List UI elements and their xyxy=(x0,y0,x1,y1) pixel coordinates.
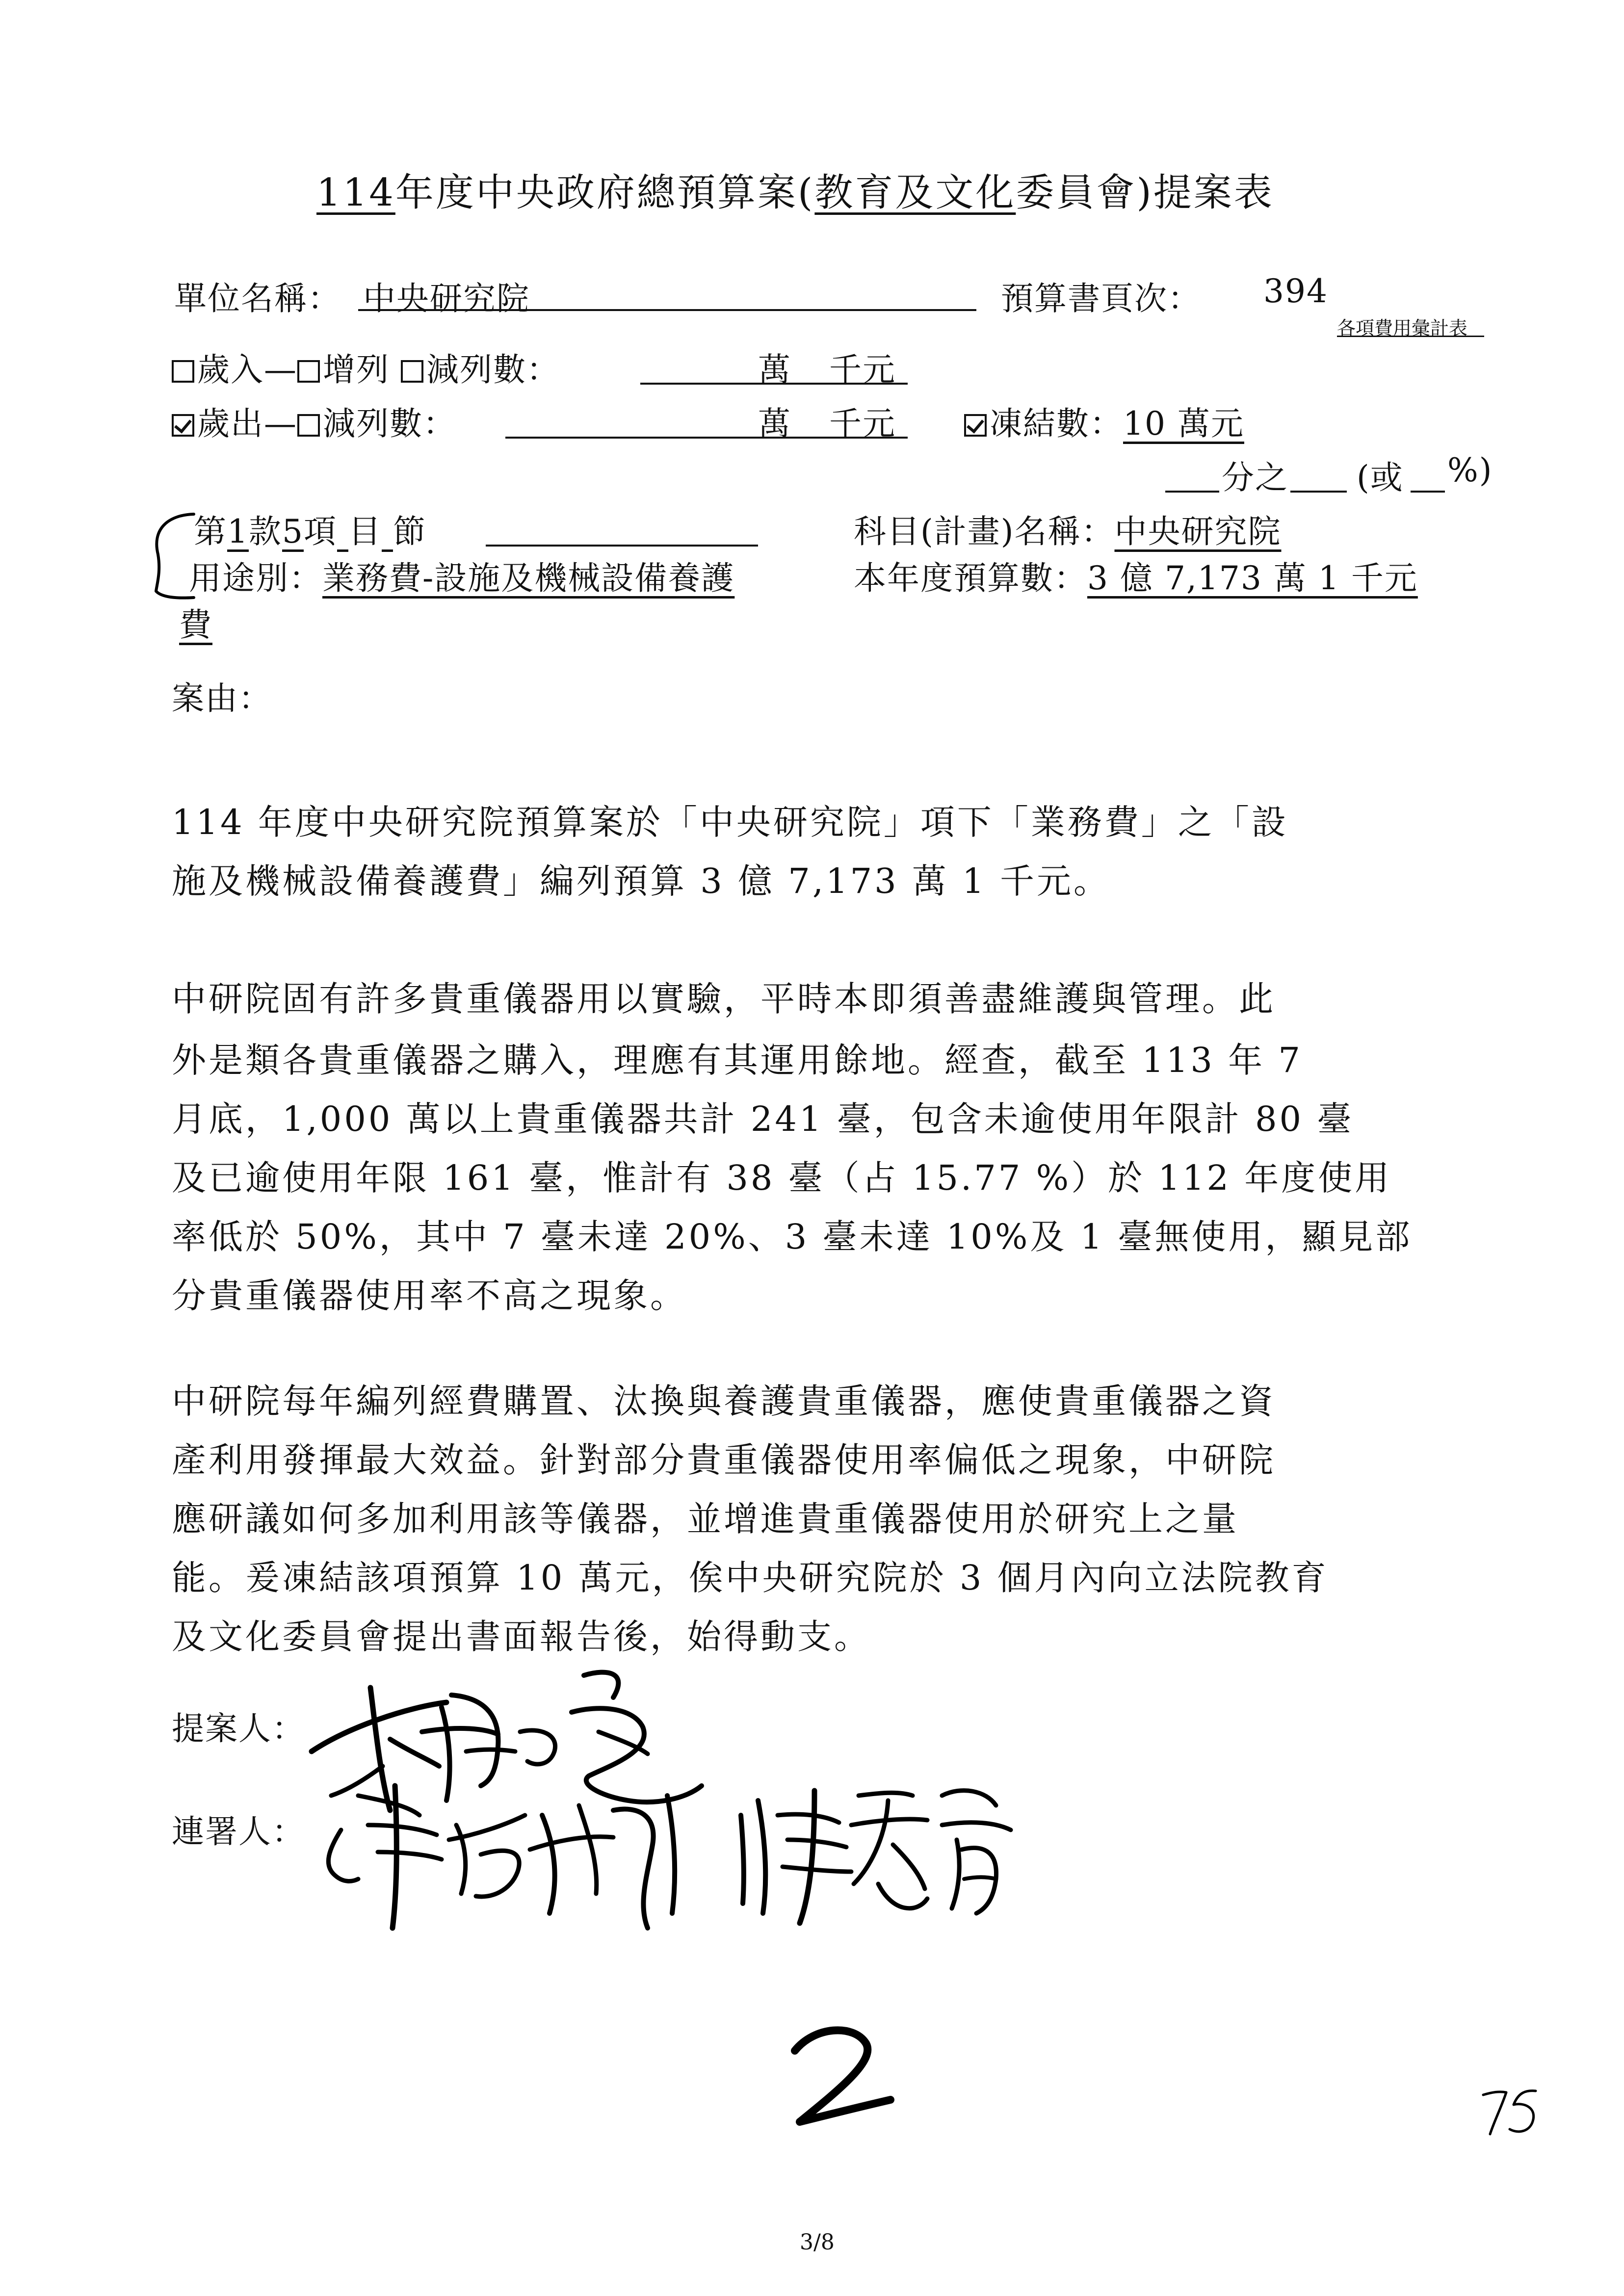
expense-unit-wan: 萬 xyxy=(758,405,791,443)
budget-row xyxy=(854,552,1418,599)
revenue-decrease-label: 減列數： xyxy=(426,351,560,389)
fraction-part2: (或 xyxy=(1357,459,1404,496)
subject-label: 科目(計畫)名稱： xyxy=(854,513,1115,550)
paragraph-3-line-2: 產利用發揮最大效益。針對部分貴重儀器使用率偏低之現象，中研院 xyxy=(172,1440,1276,1480)
handwritten-number xyxy=(780,2021,903,2134)
budget-label: 本年度預算數： xyxy=(854,559,1087,597)
freeze-checkbox[interactable] xyxy=(964,414,987,437)
fraction-part1: 分之 xyxy=(1222,459,1288,496)
expense-decrease-label: 減列數： xyxy=(323,405,456,443)
subject-row xyxy=(854,505,1282,552)
page-value: 394 xyxy=(1263,272,1328,310)
fraction-blank-3 xyxy=(1411,491,1445,493)
paragraph-3-line-5: 及文化委員會提出書面報告後，始得動支。 xyxy=(172,1617,871,1657)
paragraph-2-line-6: 分貴重儀器使用率不高之現象。 xyxy=(172,1276,687,1316)
revenue-checkbox[interactable] xyxy=(172,360,194,383)
paragraph-3-line-4: 能。爰凍結該項預算 10 萬元，俟中央研究院於 3 個月內向立法院教育 xyxy=(172,1558,1329,1598)
usage-label: 用途別： xyxy=(189,559,322,597)
revenue-unit-wan: 萬 xyxy=(758,351,791,389)
paragraph-2-line-5: 率低於 50%，其中 7 臺未達 20%、3 臺未達 10%及 1 臺無使用，顯見部 xyxy=(172,1217,1413,1257)
revenue-label: 歲入— xyxy=(197,351,297,389)
paragraph-1-line-2: 施及機械設備養護費」編列預算 3 億 7,173 萬 1 千元。 xyxy=(172,861,1110,901)
title-part1: 年度中央政府總預算案( xyxy=(395,171,815,215)
handwritten-corner-number xyxy=(1479,2085,1543,2139)
paragraph-2-line-2: 外是類各貴重儀器之購入，理應有其運用餘地。經查，截至 113 年 7 xyxy=(172,1040,1303,1080)
subject-value: 中央研究院 xyxy=(1114,513,1282,550)
revenue-decrease-checkbox[interactable] xyxy=(401,360,423,383)
cosigner-signature-1 xyxy=(314,1766,687,1933)
revenue-unit-qian: 千元 xyxy=(829,351,896,389)
reason-label: 案由： xyxy=(172,679,272,717)
expense-unit-qian: 千元 xyxy=(829,405,896,443)
fraction-blank-2 xyxy=(1290,491,1347,493)
revenue-row xyxy=(172,343,560,390)
revenue-increase-label: 增列 xyxy=(323,351,390,389)
xiang-value: 5 xyxy=(282,513,304,550)
cosigner-signature-2 xyxy=(731,1766,1025,1933)
kuan-prefix: 第 xyxy=(194,513,227,550)
title-committee: 教育及文化 xyxy=(814,171,1016,215)
form-title xyxy=(316,162,1274,217)
freeze-label: 凍結數： xyxy=(990,405,1123,443)
expense-checkbox[interactable] xyxy=(172,414,194,437)
xiang-label: 項 xyxy=(304,513,337,550)
title-part2: 委員會)提案表 xyxy=(1016,171,1274,215)
revenue-increase-checkbox[interactable] xyxy=(297,360,320,383)
page-note: 各項費用彙計表 xyxy=(1337,317,1468,339)
freeze-value: 10 萬元 xyxy=(1123,405,1244,443)
jie-blank xyxy=(486,545,758,547)
kuan-value: 1 xyxy=(227,513,249,550)
fraction-blank-1 xyxy=(1165,491,1219,493)
mu-label: 目 xyxy=(348,513,382,550)
cosigner-label: 連署人： xyxy=(172,1813,305,1851)
unit-label: 單位名稱： xyxy=(174,280,341,317)
usage-row xyxy=(189,552,734,599)
paragraph-3-line-3: 應研議如何多加利用該等儀器，並增進貴重儀器使用於研究上之量 xyxy=(172,1499,1239,1539)
paragraph-1-line-1: 114 年度中央研究院預算案於「中央研究院」項下「業務費」之「設 xyxy=(172,802,1288,842)
fraction-part3: %) xyxy=(1447,451,1493,489)
budget-value: 3 億 7,173 萬 1 千元 xyxy=(1087,559,1418,597)
usage-value: 業務費-設施及機械設備養護 xyxy=(322,559,735,597)
kuan-label: 款 xyxy=(249,513,282,550)
paragraph-2-line-4: 及已逾使用年限 161 臺，惟計有 38 臺（占 15.77 %）於 112 年度使用 xyxy=(172,1158,1392,1198)
freeze-row xyxy=(964,397,1244,444)
kuan-xiang-row xyxy=(194,505,426,552)
expense-row xyxy=(172,397,456,444)
page-label: 預算書頁次： xyxy=(1001,280,1201,317)
jie-label: 節 xyxy=(393,513,426,550)
proposer-label: 提案人： xyxy=(172,1710,305,1748)
unit-value: 中央研究院 xyxy=(363,280,530,317)
paragraph-3-line-1: 中研院每年編列經費購置、汰換與養護貴重儀器，應使貴重儀器之資 xyxy=(172,1381,1276,1421)
expense-decrease-checkbox[interactable] xyxy=(297,414,320,437)
paragraph-2-line-3: 月底，1,000 萬以上貴重儀器共計 241 臺，包含未逾使用年限計 80 臺 xyxy=(172,1099,1354,1139)
title-year: 114 xyxy=(316,171,395,215)
page-note-underline xyxy=(1337,336,1484,337)
usage-value-cont: 費 xyxy=(179,606,212,644)
page-footer: 3/8 xyxy=(800,2230,835,2255)
unit-underline xyxy=(358,309,976,311)
expense-label: 歲出— xyxy=(197,405,297,443)
paragraph-2-line-1: 中研院固有許多貴重儀器用以實驗，平時本即須善盡維護與管理。此 xyxy=(172,979,1276,1019)
